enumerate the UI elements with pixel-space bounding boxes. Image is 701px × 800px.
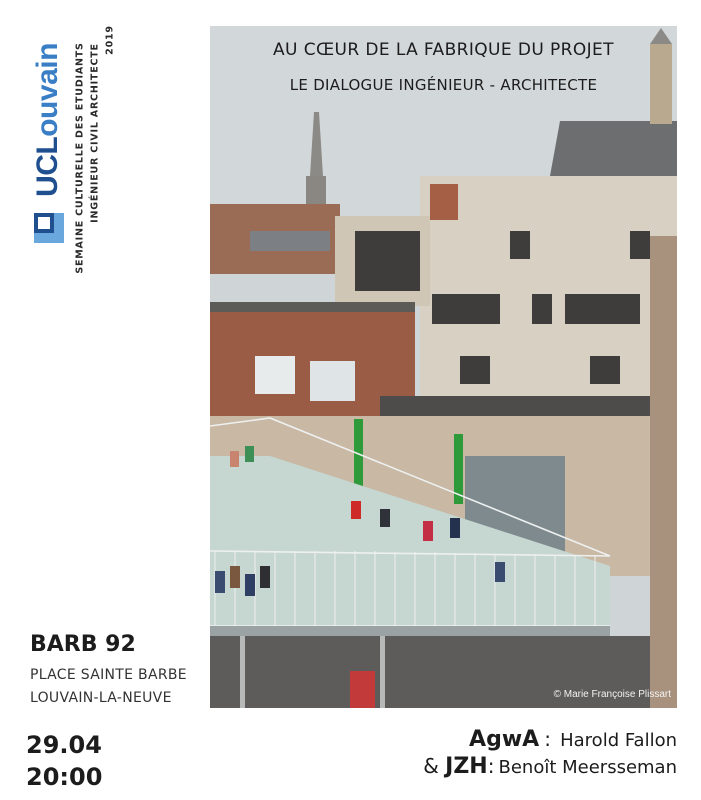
logo-brand-bold: UCL	[31, 136, 64, 197]
event-subtitle: LE DIALOGUE INGÉNIEUR - ARCHITECTE	[289, 76, 598, 94]
venue-name: BARB 92	[30, 632, 136, 657]
logo-square-icon	[34, 213, 64, 243]
logo-subtitle-line2: INGÉNIEUR CIVIL ARCHITECTE	[89, 43, 101, 223]
speaker-firm: JZH	[445, 754, 488, 779]
logo-block	[0, 0, 140, 300]
logo-subtitle-year: 2019	[104, 25, 116, 55]
speaker-agwa	[469, 727, 677, 752]
speaker-separator: :	[544, 727, 552, 751]
speaker-jzh	[423, 754, 677, 779]
venue-address-line1: PLACE SAINTE BARBE	[30, 667, 187, 683]
venue-address-line2: LOUVAIN-LA-NEUVE	[30, 690, 172, 706]
photo-credit: © Marie Françoise Plissart	[553, 689, 671, 700]
speaker-person: Benoît Meersseman	[498, 757, 677, 778]
speaker-person: Harold Fallon	[560, 730, 677, 751]
photo-illustration	[210, 26, 677, 708]
event-photo	[210, 26, 677, 708]
speaker-prefix: &	[423, 754, 446, 778]
logo-brand-rest: ouvain	[31, 43, 64, 137]
speaker-separator: :	[487, 754, 495, 778]
speaker-firm: AgwA	[469, 727, 540, 752]
event-title: AU CŒUR DE LA FABRIQUE DU PROJET	[273, 40, 614, 60]
logo-subtitle-line1: SEMAINE CULTURELLE DES ETUDIANTS	[74, 42, 86, 274]
event-date: 29.04	[26, 731, 102, 759]
event-time: 20:00	[26, 763, 103, 791]
uclouvain-logo	[31, 43, 65, 197]
